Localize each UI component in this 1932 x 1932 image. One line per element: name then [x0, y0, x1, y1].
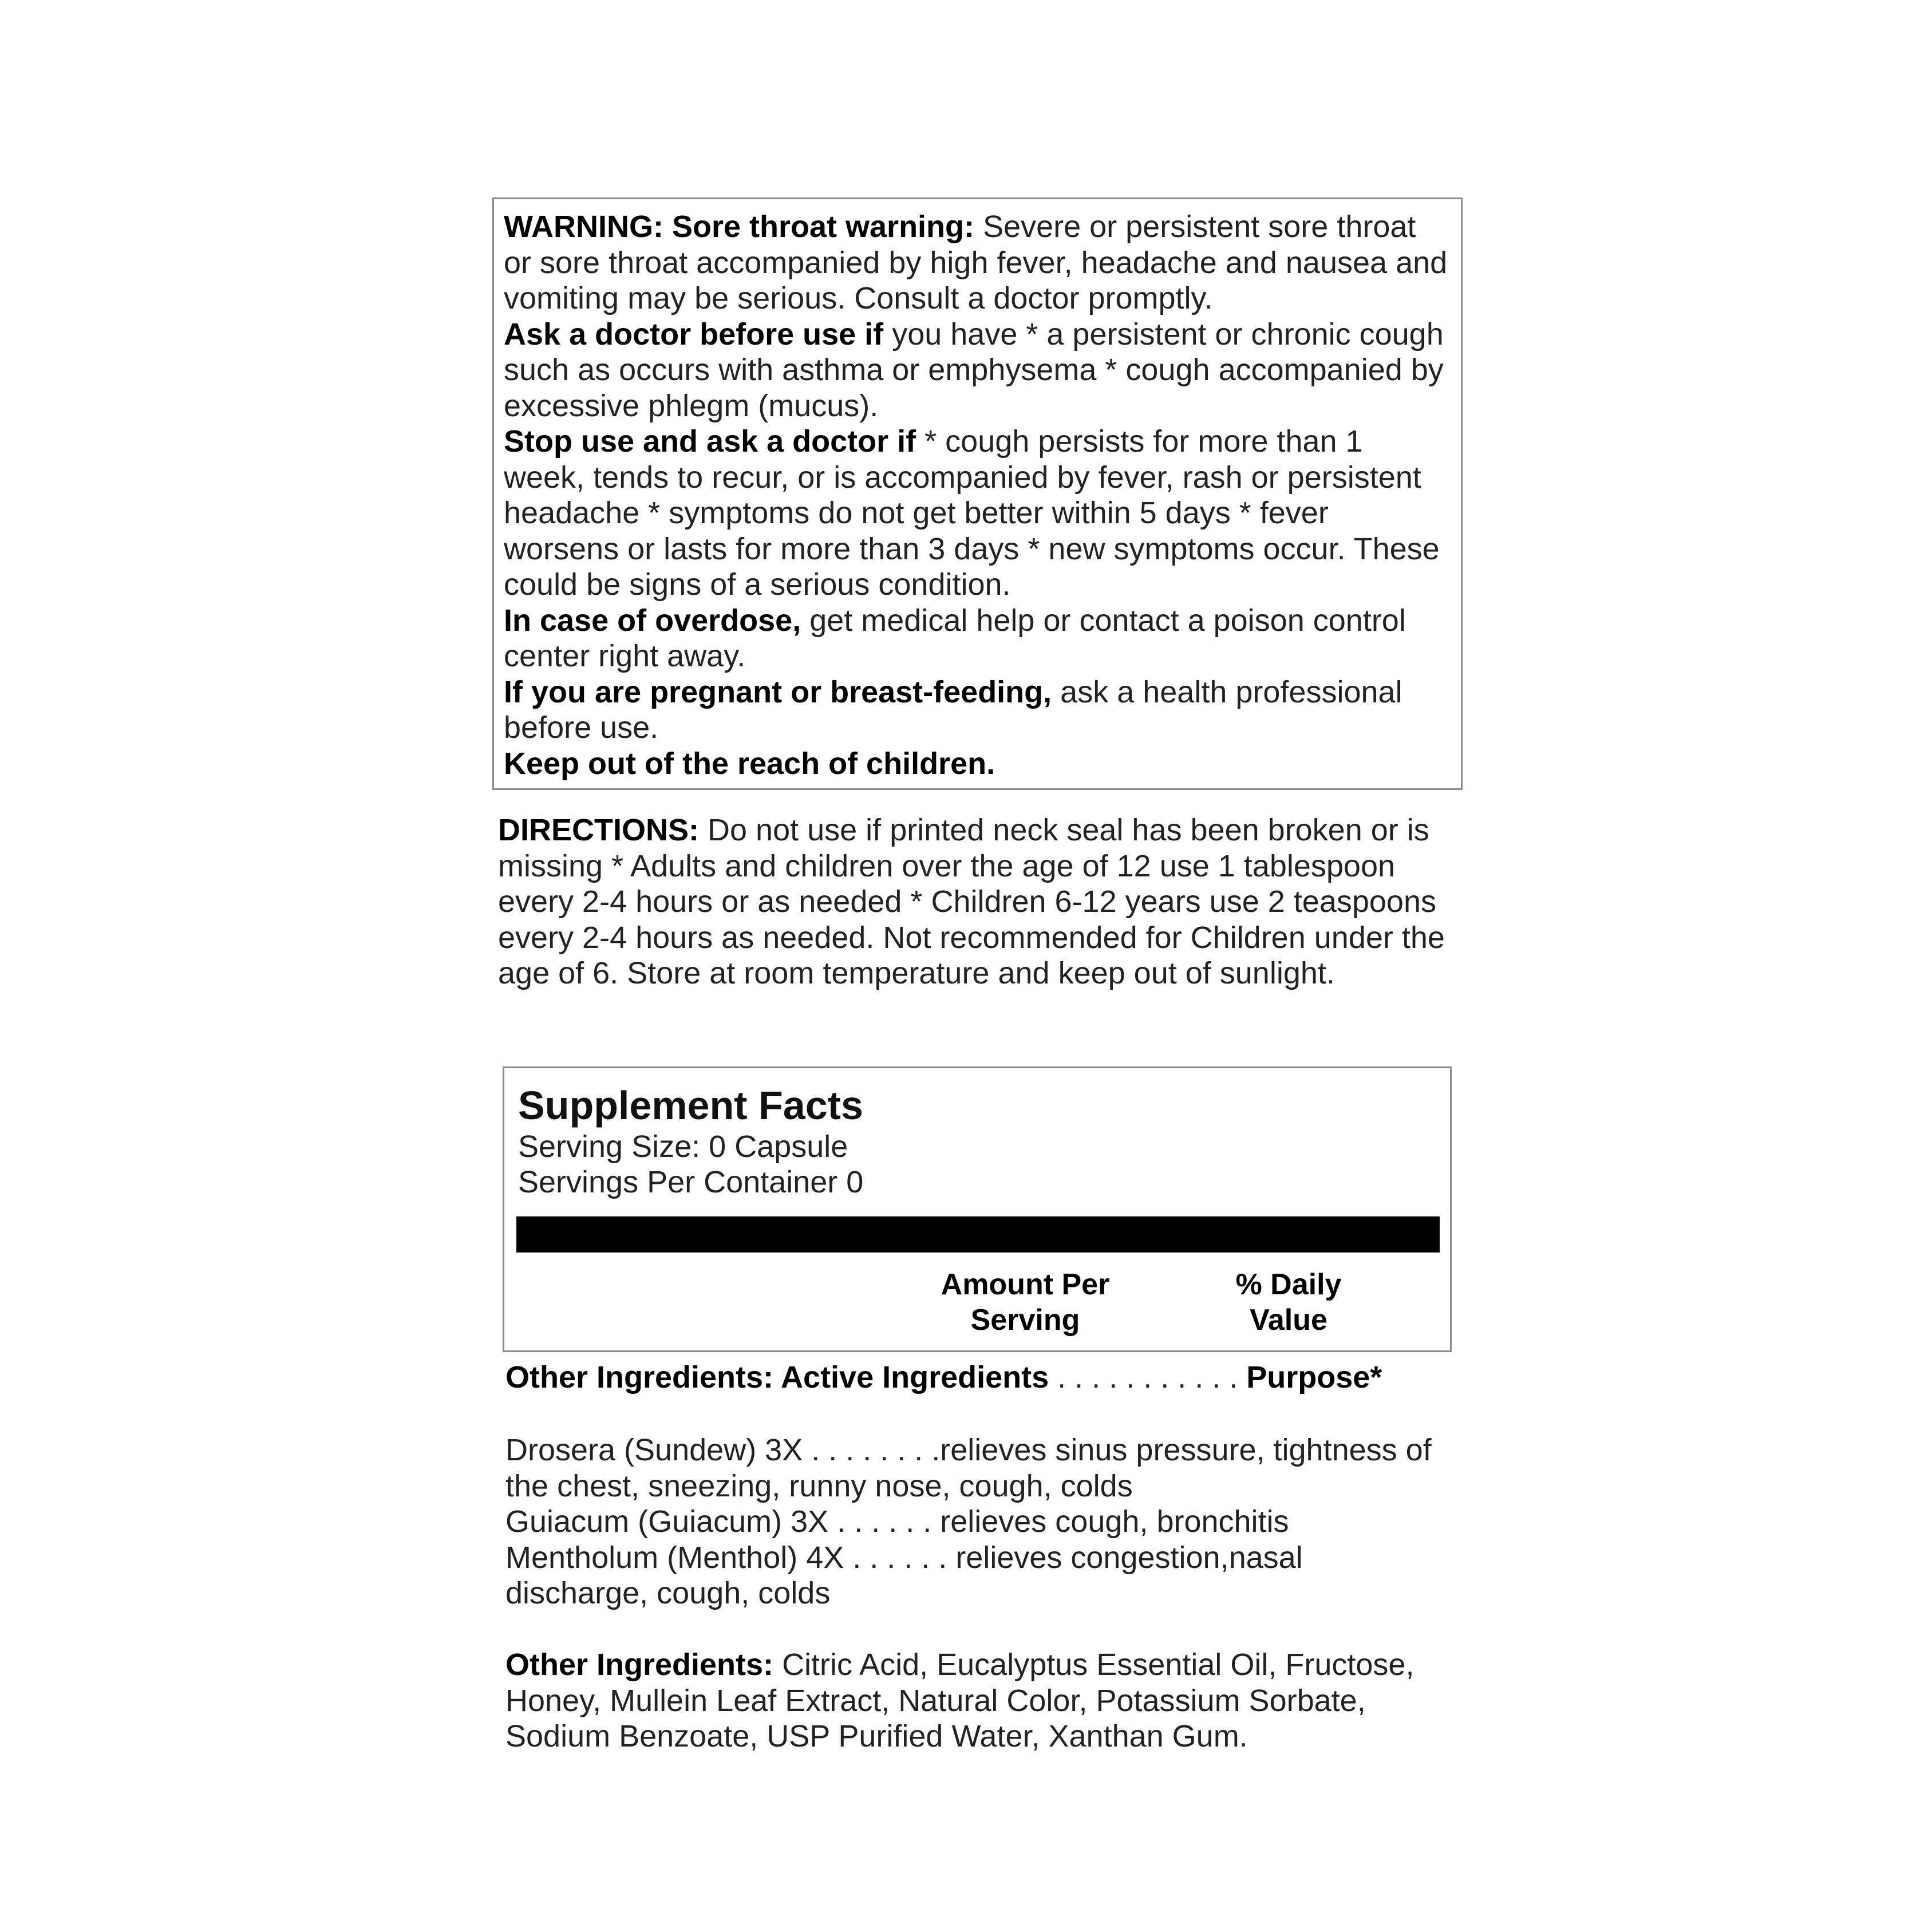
- stop-use-label: Stop use and ask a doctor if: [504, 424, 916, 459]
- ask-doctor-label: Ask a doctor before use if: [504, 317, 884, 351]
- leader-dots: . . . . . . . .: [803, 1433, 941, 1467]
- overdose-warning: [504, 603, 1451, 674]
- ingredient-purpose: relieves congestion,nasal discharge, cough, colds: [505, 1540, 1303, 1610]
- active-ingredients-label: Other Ingredients: Active Ingredients: [505, 1360, 1049, 1394]
- pregnant-label: If you are pregnant or breast-feeding,: [504, 674, 1052, 709]
- stop-use-warning: [504, 424, 1451, 603]
- children-label: Keep out of the reach of children.: [504, 746, 995, 781]
- list-item: [505, 1540, 1450, 1611]
- daily-value-header-line2: Value: [1250, 1303, 1327, 1337]
- other-ingredients: [505, 1647, 1450, 1755]
- ingredient-purpose: relieves cough, bronchitis: [940, 1504, 1289, 1539]
- amount-header-line1: Amount Per: [941, 1268, 1110, 1301]
- purpose-label: Purpose*: [1246, 1360, 1382, 1394]
- list-item: [505, 1432, 1450, 1504]
- ingredient-name: Drosera (Sundew) 3X: [505, 1433, 803, 1467]
- children-warning: [504, 746, 1451, 782]
- sore-throat-text: Severe or persistent sore throat or sore throat accompanied by high fever, headache and nausea and vomiting may be serious. Consult a doctor promptly.: [504, 210, 1448, 315]
- ingredient-name: Guiacum (Guiacum) 3X: [505, 1504, 829, 1539]
- supplement-facts-title: Supplement Facts: [518, 1083, 863, 1128]
- warnings-box: [492, 197, 1463, 790]
- ask-doctor-warning: [504, 317, 1451, 424]
- amount-header-line2: Serving: [970, 1303, 1080, 1337]
- serving-size: Serving Size: 0 Capsule: [518, 1129, 848, 1164]
- overdose-text: get medical help or contact a poison control center right away.: [504, 603, 1406, 673]
- facts-divider-bar: [516, 1216, 1440, 1253]
- ingredient-purpose: relieves sinus pressure, tightness of the chest, sneezing, runny nose, cough, colds: [505, 1433, 1432, 1503]
- supplement-facts-panel: [503, 1066, 1452, 1352]
- directions-label: DIRECTIONS:: [498, 813, 699, 847]
- amount-per-serving-header: [916, 1267, 1134, 1338]
- daily-value-header: [1203, 1267, 1374, 1338]
- daily-value-header-line1: % Daily: [1235, 1268, 1342, 1301]
- other-ingredients-text: Citric Acid, Eucalyptus Essential Oil, Fructose, Honey, Mullein Leaf Extract, Natural Color, Potassium Sorbate, Sodium Benzoate, USP Purified Water, Xanthan Gum.: [505, 1647, 1415, 1753]
- leader-dots: . . . . . .: [844, 1540, 956, 1575]
- leader-dots: . . . . . .: [828, 1504, 941, 1539]
- overdose-label: In case of overdose,: [504, 603, 801, 638]
- servings-per-container: Servings Per Container 0: [518, 1165, 864, 1199]
- ingredient-name: Mentholum (Menthol) 4X: [505, 1540, 844, 1575]
- active-ingredients-header: [505, 1360, 1382, 1395]
- other-ingredients-label: Other Ingredients:: [505, 1647, 774, 1682]
- active-header-dots: . . . . . . . . . . .: [1049, 1360, 1247, 1394]
- list-item: [505, 1504, 1450, 1540]
- sore-throat-label: Sore throat warning:: [671, 210, 975, 244]
- directions-text: Do not use if printed neck seal has been broken or is missing * Adults and children over the age of 12 use 1 tablespoon every 2-4 hours or as needed * Children 6-12 years use 2 teaspoons every 2-4 hours as needed. Not recommended for Children under the age of 6. Store at room temperature and keep out of sunlight.: [498, 813, 1445, 990]
- sore-throat-warning: [504, 209, 1451, 317]
- ask-doctor-text: you have * a persistent or chronic cough such as occurs with asthma or emphysema * cough accompanied by excessive phlegm (mucus).: [504, 317, 1444, 423]
- stop-use-text: * cough persists for more than 1 week, tends to recur, or is accompanied by fever, rash or persistent headache * symptoms do not get better within 5 days * fever worsens or lasts for more than 3 days * new symptoms occur. These could be signs of a serious condition.: [504, 424, 1440, 602]
- pregnant-text: ask a health professional before use.: [504, 674, 1402, 745]
- directions: [498, 812, 1465, 991]
- pregnancy-warning: [504, 674, 1451, 746]
- active-ingredients-list: [505, 1432, 1450, 1611]
- warning-label: WARNING:: [504, 210, 663, 244]
